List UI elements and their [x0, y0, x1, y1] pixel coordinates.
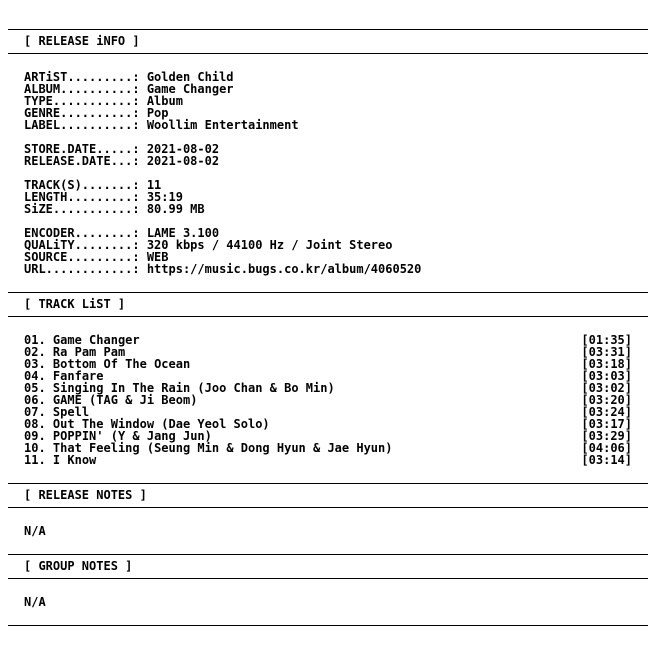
info-label: STORE.DATE.....: [24, 142, 140, 156]
track-number: 08. [24, 417, 46, 431]
info-row [24, 155, 632, 167]
group-notes-header: [ GROUP NOTES ] [24, 559, 133, 573]
track-title: Fanfare [52, 369, 104, 383]
info-label: ENCODER........: [24, 226, 140, 240]
track-title: Singing In The Rain (Joo Chan & Bo Min) [52, 381, 335, 395]
track-duration: [03:20] [581, 393, 632, 407]
track-number: 05. [24, 381, 46, 395]
track-duration: [03:24] [581, 405, 632, 419]
info-label: GENRE..........: [24, 106, 140, 120]
track-row [24, 454, 632, 466]
track-title: GAME (TAG & Ji Beom) [52, 393, 198, 407]
info-label: LENGTH.........: [24, 190, 140, 204]
release-notes-header: [ RELEASE NOTES ] [24, 488, 147, 502]
info-value: LAME 3.100 [146, 226, 220, 240]
track-row [24, 358, 632, 370]
track-row [24, 442, 632, 454]
nfo-document [8, 29, 648, 626]
track-duration: [03:18] [581, 357, 632, 371]
track-number: 01. [24, 333, 46, 347]
info-label: SiZE...........: [24, 202, 140, 216]
info-value: https://music.bugs.co.kr/album/4060520 [146, 262, 422, 276]
track-title: Bottom Of The Ocean [52, 357, 191, 371]
info-value: Album [146, 94, 183, 108]
info-label: URL............: [24, 262, 140, 276]
info-row [24, 203, 632, 215]
group-notes-body [8, 579, 648, 625]
info-label: LABEL..........: [24, 118, 140, 132]
info-value: Pop [146, 106, 169, 120]
track-title: Ra Pam Pam [52, 345, 126, 359]
info-value: Game Changer [146, 82, 234, 96]
info-value: 320 kbps / 44100 Hz / Joint Stereo [146, 238, 393, 252]
track-entry [24, 454, 96, 466]
info-label: SOURCE.........: [24, 250, 140, 264]
info-label: ARTiST.........: [24, 70, 140, 84]
group-notes-text: N/A [24, 595, 46, 609]
track-duration: [01:35] [581, 333, 632, 347]
info-value: WEB [146, 250, 169, 264]
track-number: 03. [24, 357, 46, 371]
info-value: 80.99 MB [146, 202, 205, 216]
track-duration: [03:31] [581, 345, 632, 359]
info-label: TRACK(S).......: [24, 178, 140, 192]
track-duration: [03:29] [581, 429, 632, 443]
track-number: 09. [24, 429, 46, 443]
info-label: RELEASE.DATE...: [24, 154, 140, 168]
release-info-header: [ RELEASE iNFO ] [24, 34, 140, 48]
track-row [24, 394, 632, 406]
info-label: TYPE...........: [24, 94, 140, 108]
release-notes-body [8, 508, 648, 554]
track-duration: [03:02] [581, 381, 632, 395]
track-title: Out The Window (Dae Yeol Solo) [52, 417, 270, 431]
release-notes-text: N/A [24, 524, 46, 538]
track-duration: [03:14] [581, 453, 632, 467]
track-list-header: [ TRACK LiST ] [24, 297, 126, 311]
release-info-body [8, 54, 648, 292]
info-value: 35:19 [146, 190, 183, 204]
info-label: ALBUM..........: [24, 82, 140, 96]
track-number: 11. [24, 453, 46, 467]
track-number: 10. [24, 441, 46, 455]
track-number: 06. [24, 393, 46, 407]
divider [8, 625, 648, 626]
track-title: That Feeling (Seung Min & Dong Hyun & Jae Hyun) [52, 441, 393, 455]
track-duration: [03:17] [581, 417, 632, 431]
track-title: Game Changer [52, 333, 140, 347]
info-value: Golden Child [146, 70, 234, 84]
info-value: Woollim Entertainment [146, 118, 299, 132]
info-row [24, 263, 632, 275]
info-row [24, 119, 632, 131]
info-value: 11 [146, 178, 162, 192]
track-number: 02. [24, 345, 46, 359]
track-number: 04. [24, 369, 46, 383]
track-list-body [8, 317, 648, 483]
info-label: QUALiTY........: [24, 238, 140, 252]
track-duration: [04:06] [581, 441, 632, 455]
track-duration: [03:03] [581, 369, 632, 383]
info-value: 2021-08-02 [146, 154, 220, 168]
track-title: Spell [52, 405, 90, 419]
track-number: 07. [24, 405, 46, 419]
track-title: I Know [52, 453, 97, 467]
track-title: POPPIN' (Y & Jang Jun) [52, 429, 212, 443]
info-value: 2021-08-02 [146, 142, 220, 156]
